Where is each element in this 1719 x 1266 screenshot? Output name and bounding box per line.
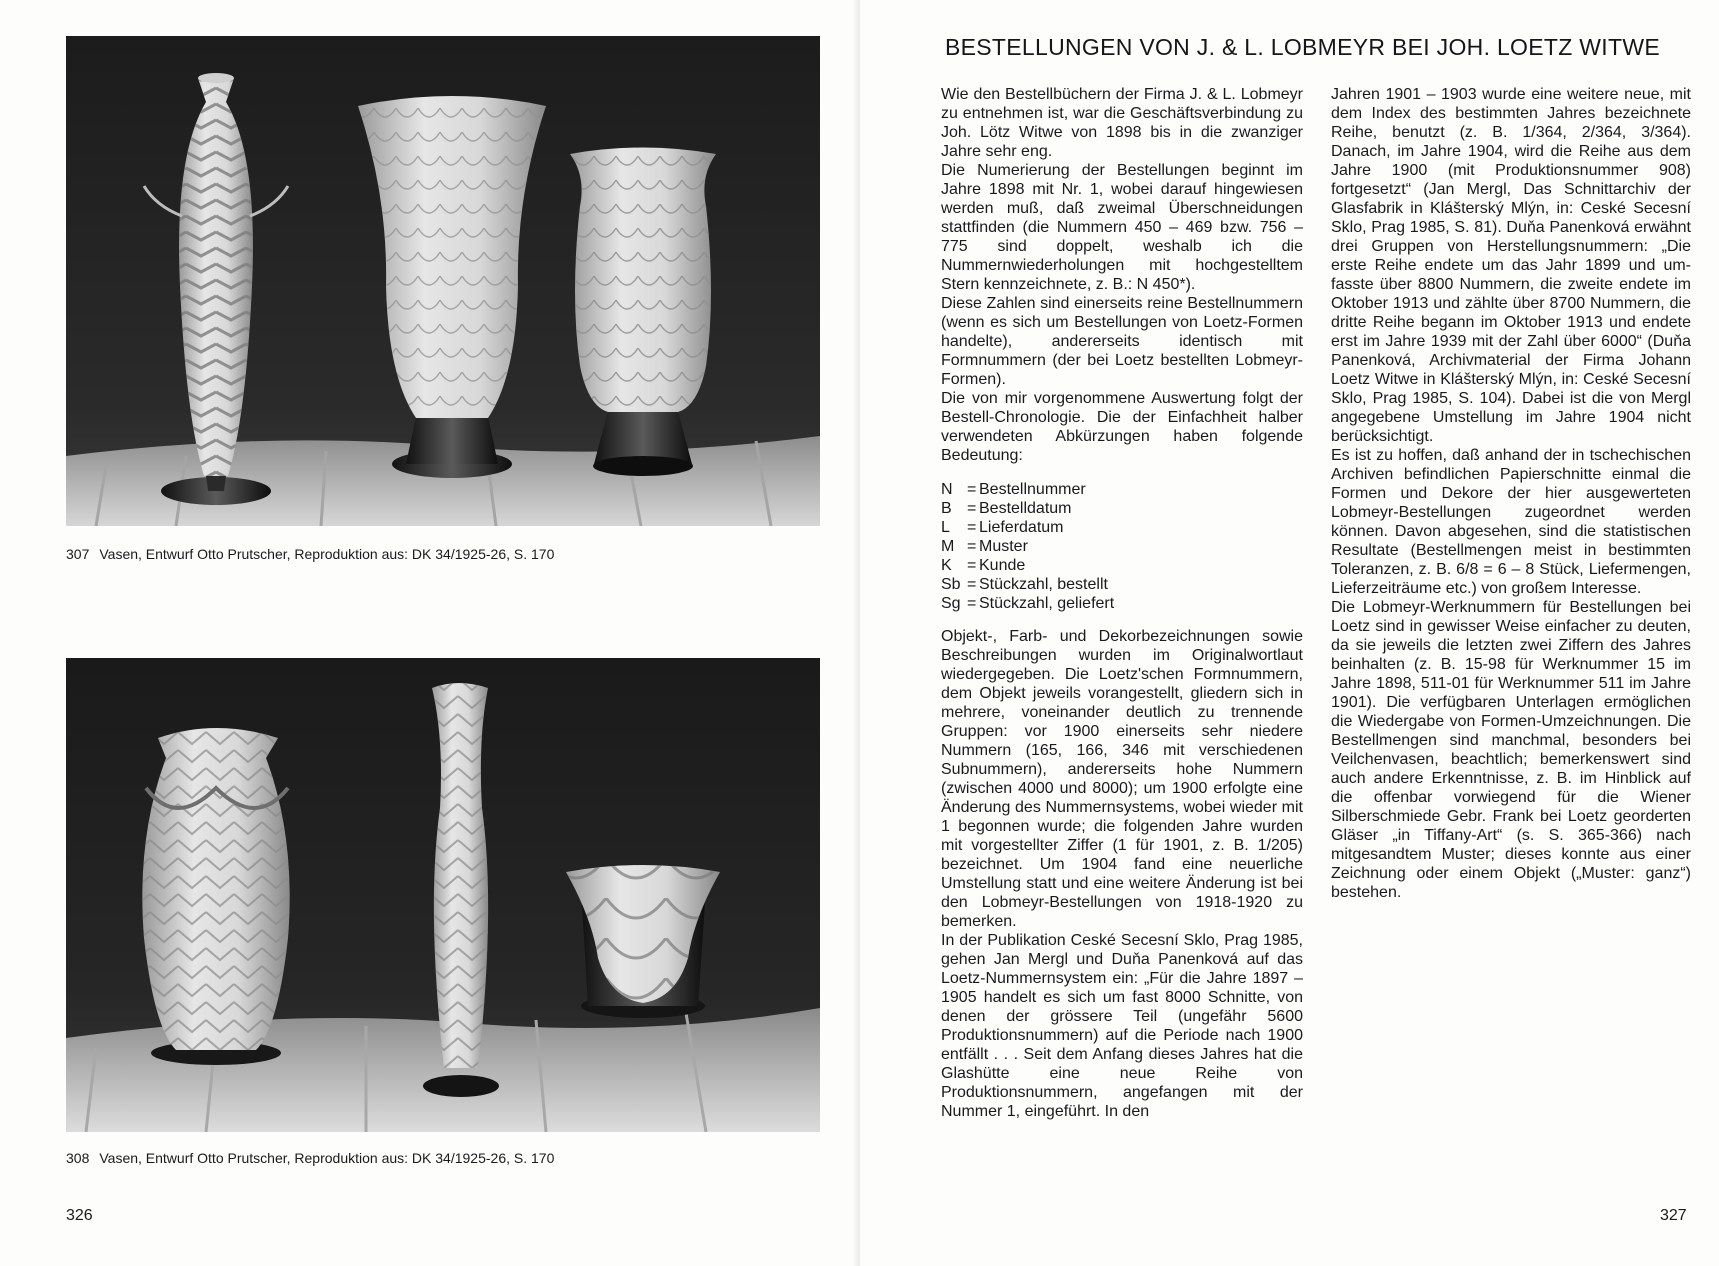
abbr-value: Bestellnummer xyxy=(979,481,1086,498)
photo-307-vases xyxy=(66,36,820,526)
paragraph: Diese Zahlen sind einerseits reine Bestellnummern (wenn es sich um Bestellungen von Loetz-Formen handelte), andererseits identisch mit Formnummern (der bei Loetz bestellten Lobmeyr-Formen). xyxy=(941,295,1303,388)
paragraph: Die Lobmeyr-Werknummern für Bestellungen bei Loetz sind in gewisser Weise einfacher zu deuten, da sie jeweils die letzten zwei Ziffern des Jahres beinhalten (z. B. 15-98 für Werknummer 15 im Jahre 1898, 511-01 für Werknummer 511 im Jahre 1901). Die verfügbaren Unterlagen ermöglichen die Wiedergabe von Formen-Umzeichnungen. Die Bestellmengen sind manchmal, besonders bei Veilchenvasen, beachtlich; bemerkenswert sind auch andere Erkenntnisse, z. B. im Hinblick auf die offenbar vorwiegend für die Wiener Silberschmiede Gebr. Frank bei Loetz georderten Gläser „in Tiffany-Art“ (s. S. 365-366) nach mitgesandtem Muster; dieses konnte aus einer Zeichnung oder einem Objekt („Muster: ganz“) bestehen. xyxy=(1331,599,1691,901)
caption-308 xyxy=(66,1149,554,1167)
paragraph: Die von mir vorgenommene Auswertung folgt der Bestell-Chronologie. Die der Einfachheit halber verwendeten Abkürzungen haben folgende Bedeutung: xyxy=(941,390,1303,464)
abbr-key: Sg xyxy=(941,595,961,612)
bowl-vase xyxy=(566,865,720,1018)
list-item xyxy=(941,499,1303,518)
text-column-2 xyxy=(1331,85,1691,902)
abbr-key: B xyxy=(941,500,952,517)
list-item xyxy=(941,480,1303,499)
list-item xyxy=(941,556,1303,575)
abbreviation-list xyxy=(941,480,1303,613)
abbr-value: Muster xyxy=(979,538,1028,555)
abbr-value: Stückzahl, bestellt xyxy=(979,576,1108,593)
page-number-left: 326 xyxy=(66,1207,93,1224)
paragraph: Die Numerierung der Bestellungen beginnt im Jahre 1898 mit Nr. 1, wobei darauf hingewiesen werden muß, daß zweimal Überschneidungen stattfinden (die Nummern 450 – 469 bzw. 756 – 775 sind doppelt, weshalb ich die Nummernwiederholungen mit hochgestelltem Stern kennzeichnete, z. B.: N 450*). xyxy=(941,162,1303,293)
abbr-value: Kunde xyxy=(979,557,1026,574)
abbr-key: Sb xyxy=(941,576,961,593)
chapter-heading: BESTELLUNGEN VON J. & L. LOBMEYR BEI JOH. LOETZ WITWE xyxy=(945,34,1660,60)
paragraph: Jahren 1901 – 1903 wurde eine weitere neue, mit dem Index des bestimmten Jahres bezeichnete Reihe, benutzt (z. B. 1/364, 2/364, 3/364). Danach, im Jahre 1904, wird die Reihe aus dem Jahre 1900 (mit Produktionsnummer 908) fortgesetzt“ (Jan Mergl, Das Schnittarchiv der Glasfabrik in Klášterský Mlýn, in: Ceské Secesní Sklo, Prag 1985, S. 81). Duňa Panenková erwähnt drei Gruppen von Herstellungsnummern: „Die erste Reihe endete um das Jahr 1899 und umfasste über 8800 Nummern, die zweite endete im Oktober 1913 und zählte über 8700 Nummern, die dritte Reihe begann im Oktober 1913 und endete erst im Jahre 1939 mit der Zahl über 6000“ (Duňa Panenková, Archivmaterial der Firma Johann Loetz Witwe in Klášterský Mlýn, in: Ceské Secesní Sklo, Prag 1985, S. 104). Dabei ist die von Mergl angegebene Umstellung im Jahre 1904 nicht berücksichtigt. xyxy=(1331,86,1691,445)
list-item xyxy=(941,594,1303,613)
abbr-equals: = xyxy=(967,595,977,612)
paragraph: Es ist zu hoffen, daß anhand der in tschechischen Archiven befindlichen Papierschnitte einmal die Formen und Dekore der hier ausgewerteten Lobmeyr-Bestellungen zugeordnet werden können. Davon abgesehen, sind die statistischen Resultate (Bestellmengen meist in bestimmten Toleranzen, z. B. 6/8 = 6 – 8 Stück, Liefermengen, Lieferzeiträume etc.) von großem Interesse. xyxy=(1331,447,1691,597)
abbr-equals: = xyxy=(967,538,977,555)
abbr-value: Stückzahl, geliefert xyxy=(979,595,1115,612)
paragraph: In der Publikation Ceské Secesní Sklo, Prag 1985, gehen Jan Mergl und Duňa Panenková auf das Loetz-Nummernsystem ein: „Für die Jahre 1897 – 1905 handelt es sich um fast 8000 Schnitte, von denen der grössere Teil (ungefähr 5600 Produktionsnummern) auf die Periode nach 1900 entfällt . . . Seit dem Anfang dieses Jahres hat die Glashütte eine neue Reihe von Produktionsnummern, angefangen mit der Nummer 1, eingeführt. In den xyxy=(941,932,1303,1120)
figure-number: 307 xyxy=(66,546,90,562)
list-item xyxy=(941,518,1303,537)
abbr-value: Bestelldatum xyxy=(979,500,1072,517)
text-column-1 xyxy=(941,85,1303,1121)
abbr-key: M xyxy=(941,538,955,555)
abbr-equals: = xyxy=(967,576,977,593)
list-item xyxy=(941,575,1303,594)
list-item xyxy=(941,537,1303,556)
figure-number: 308 xyxy=(66,1150,90,1166)
figure-caption-text: Vasen, Entwurf Otto Prutscher, Reproduktion aus: DK 34/1925-26, S. 170 xyxy=(99,1150,555,1166)
ovoid-vase xyxy=(142,728,289,1065)
abbr-value: Lieferdatum xyxy=(979,519,1064,536)
paragraph: Objekt-, Farb- und Dekorbezeichnungen sowie Beschreibungen wurden im Originalwortlaut wiedergegeben. Die Loetz'schen Formnummern, dem Objekt jeweils vorangestellt, gliedern sich in mehrere, voneinander deutlich zu trennende Gruppen: vor 1900 einerseits sehr niedere Nummern (165, 166, 346 mit verschiedenen Subnummern), andererseits hohe Nummern (zwischen 4000 und 8000); um 1900 erfolgte eine Änderung des Nummernsystems, wobei wieder mit 1 begonnen wurde; die folgenden Jahre wurden mit vorgestellter Ziffer (1 für 1901, z. B. 1/205) bezeichnet. Um 1904 fand eine neuerliche Umstellung statt und eine weitere Änderung ist bei den Lobmeyr-Bestellungen von 1918-1920 zu bemerken. xyxy=(941,628,1303,930)
paragraph: Wie den Bestellbüchern der Firma J. & L. Lobmeyr zu entnehmen ist, war die Geschäftsverbindung zu Joh. Lötz Witwe von 1898 bis in die zwanziger Jahre sehr eng. xyxy=(941,86,1303,160)
abbr-equals: = xyxy=(967,557,977,574)
photo-308-vases xyxy=(66,658,820,1132)
figure-caption-text: Vasen, Entwurf Otto Prutscher, Reproduktion aus: DK 34/1925-26, S. 170 xyxy=(99,546,555,562)
abbr-key: L xyxy=(941,519,950,536)
abbr-key: K xyxy=(941,557,952,574)
page-number-right: 327 xyxy=(1660,1207,1687,1224)
abbr-key: N xyxy=(941,481,953,498)
abbr-equals: = xyxy=(967,519,977,536)
caption-307 xyxy=(66,545,554,563)
abbr-equals: = xyxy=(967,481,977,498)
abbr-equals: = xyxy=(967,500,977,517)
